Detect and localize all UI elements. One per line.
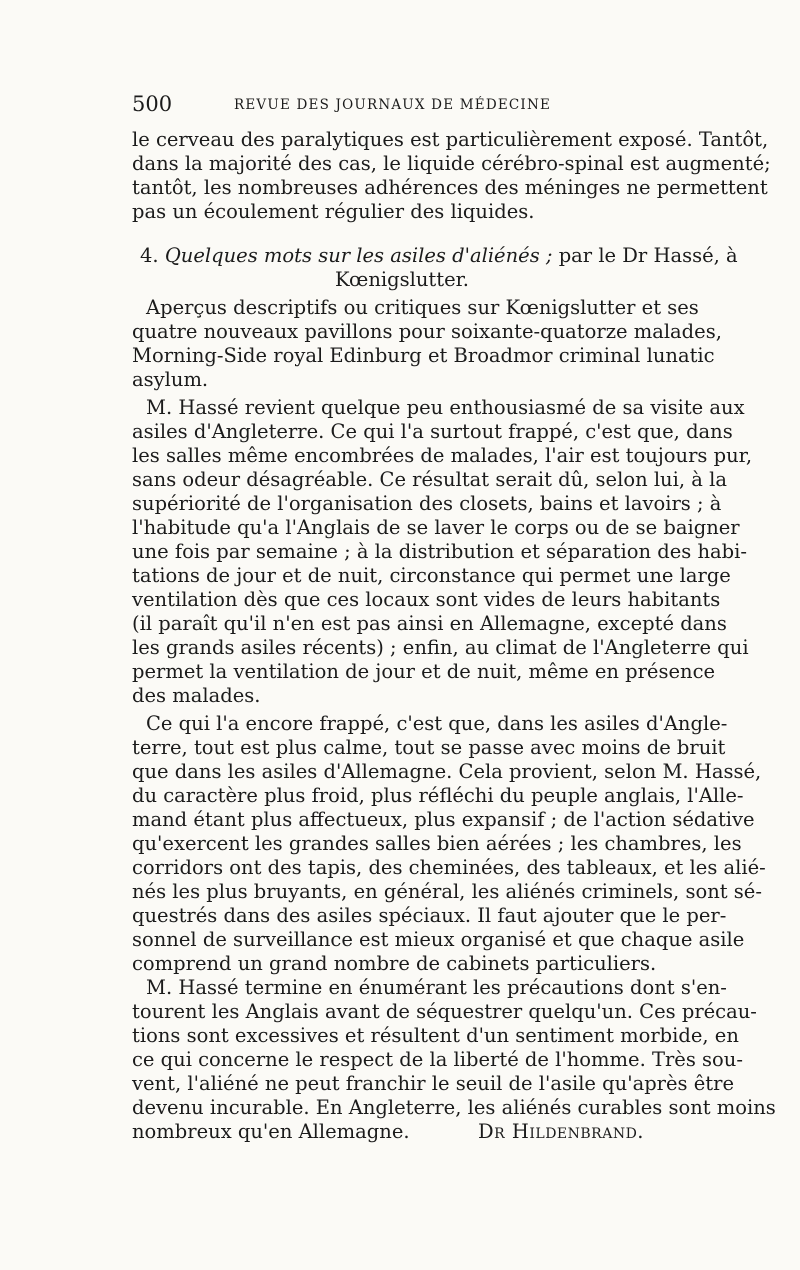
page-header [132,92,672,120]
text-line: le cerveau des paralytiques est particulièrement exposé. Tantôt, [132,128,769,151]
text-line: les salles même encombrées de malades, l'air est toujours pur, [132,444,753,467]
text-line: qu'exercent les grandes salles bien aérées ; les chambres, les [132,832,742,855]
text-line: dans la majorité des cas, le liquide cérébro-spinal est augmenté; [132,152,771,175]
text-line: asiles d'Angleterre. Ce qui l'a surtout frappé, c'est que, dans [132,420,733,443]
text-line: corridors ont des tapis, des cheminées, des tableaux, et les alié- [132,856,766,879]
text-line: sans odeur désagréable. Ce résultat serait dû, selon lui, à la [132,468,727,491]
text-line: Aperçus descriptifs ou critiques sur Kœnigslutter et ses [146,296,699,319]
section-title: Quelques mots sur les asiles d'aliénés ; [164,244,553,267]
text-line: sonnel de surveillance est mieux organisé et que chaque asile [132,928,745,951]
text-line: que dans les asiles d'Allemagne. Cela provient, selon M. Hassé, [132,760,762,783]
text-line: ventilation dès que ces locaux sont vides de leurs habitants [132,588,721,611]
text-line: supériorité de l'organisation des closets, bains et lavoirs ; à [132,492,722,515]
section-number: 4. [140,244,159,267]
text-line: des malades. [132,684,261,707]
text-line: pas un écoulement régulier des liquides. [132,200,535,223]
text-line: (il paraît qu'il n'en est pas ainsi en Allemagne, excepté dans [132,612,727,635]
text-line: asylum. [132,368,209,391]
author-signature: Dr Hildenbrand. [477,1120,644,1143]
text-line: comprend un grand nombre de cabinets particuliers. [132,952,657,975]
text-line: ce qui concerne le respect de la liberté de l'homme. Très sou- [132,1048,743,1071]
text-line: M. Hassé revient quelque peu enthousiasmé de sa visite aux [146,396,745,419]
running-title: REVUE DES JOURNAUX DE MÉDECINE [234,97,552,113]
text-line: nés les plus bruyants, en général, les aliénés criminels, sont sé- [132,880,762,903]
text-line: M. Hassé termine en énumérant les précautions dont s'en- [146,976,727,999]
text-line: permet la ventilation de jour et de nuit, même en présence [132,660,716,683]
text-line: tourent les Anglais avant de séquestrer quelqu'un. Ces précau- [132,1000,757,1023]
text-line: quatre nouveaux pavillons pour soixante-quatorze malades, [132,320,722,343]
text-line: l'habitude qu'a l'Anglais de se laver le corps ou de se baigner [132,516,740,539]
text-line: devenu incurable. En Angleterre, les aliénés curables sont moins [132,1096,776,1119]
text-line: nombreux qu'en Allemagne. [132,1120,410,1143]
text-line: du caractère plus froid, plus réfléchi du peuple anglais, l'Alle- [132,784,744,807]
text-line: les grands asiles récents) ; enfin, au climat de l'Angleterre qui [132,636,749,659]
text-line: questrés dans des asiles spéciaux. Il faut ajouter que le per- [132,904,727,927]
final-line [132,1120,672,1144]
section-heading-place: Kœnigslutter. [335,268,469,291]
text-line: une fois par semaine ; à la distribution et séparation des habi- [132,540,747,563]
text-line: Ce qui l'a encore frappé, c'est que, dans les asiles d'Angle- [146,712,728,735]
text-line: mand étant plus affectueux, plus expansif ; de l'action sédative [132,808,755,831]
text-line: tions sont excessives et résultent d'un sentiment morbide, en [132,1024,739,1047]
section-heading [140,244,738,268]
text-line: Morning-Side royal Edinburg et Broadmor criminal lunatic [132,344,715,367]
text-line: terre, tout est plus calme, tout se passe avec moins de bruit [132,736,726,759]
text-line: tations de jour et de nuit, circonstance qui permet une large [132,564,731,587]
section-author: par le Dr Hassé, à [558,244,738,267]
text-line: tantôt, les nombreuses adhérences des méninges ne permettent [132,176,768,199]
text-line: vent, l'aliéné ne peut franchir le seuil de l'asile qu'après être [132,1072,734,1095]
page-number: 500 [132,92,173,116]
